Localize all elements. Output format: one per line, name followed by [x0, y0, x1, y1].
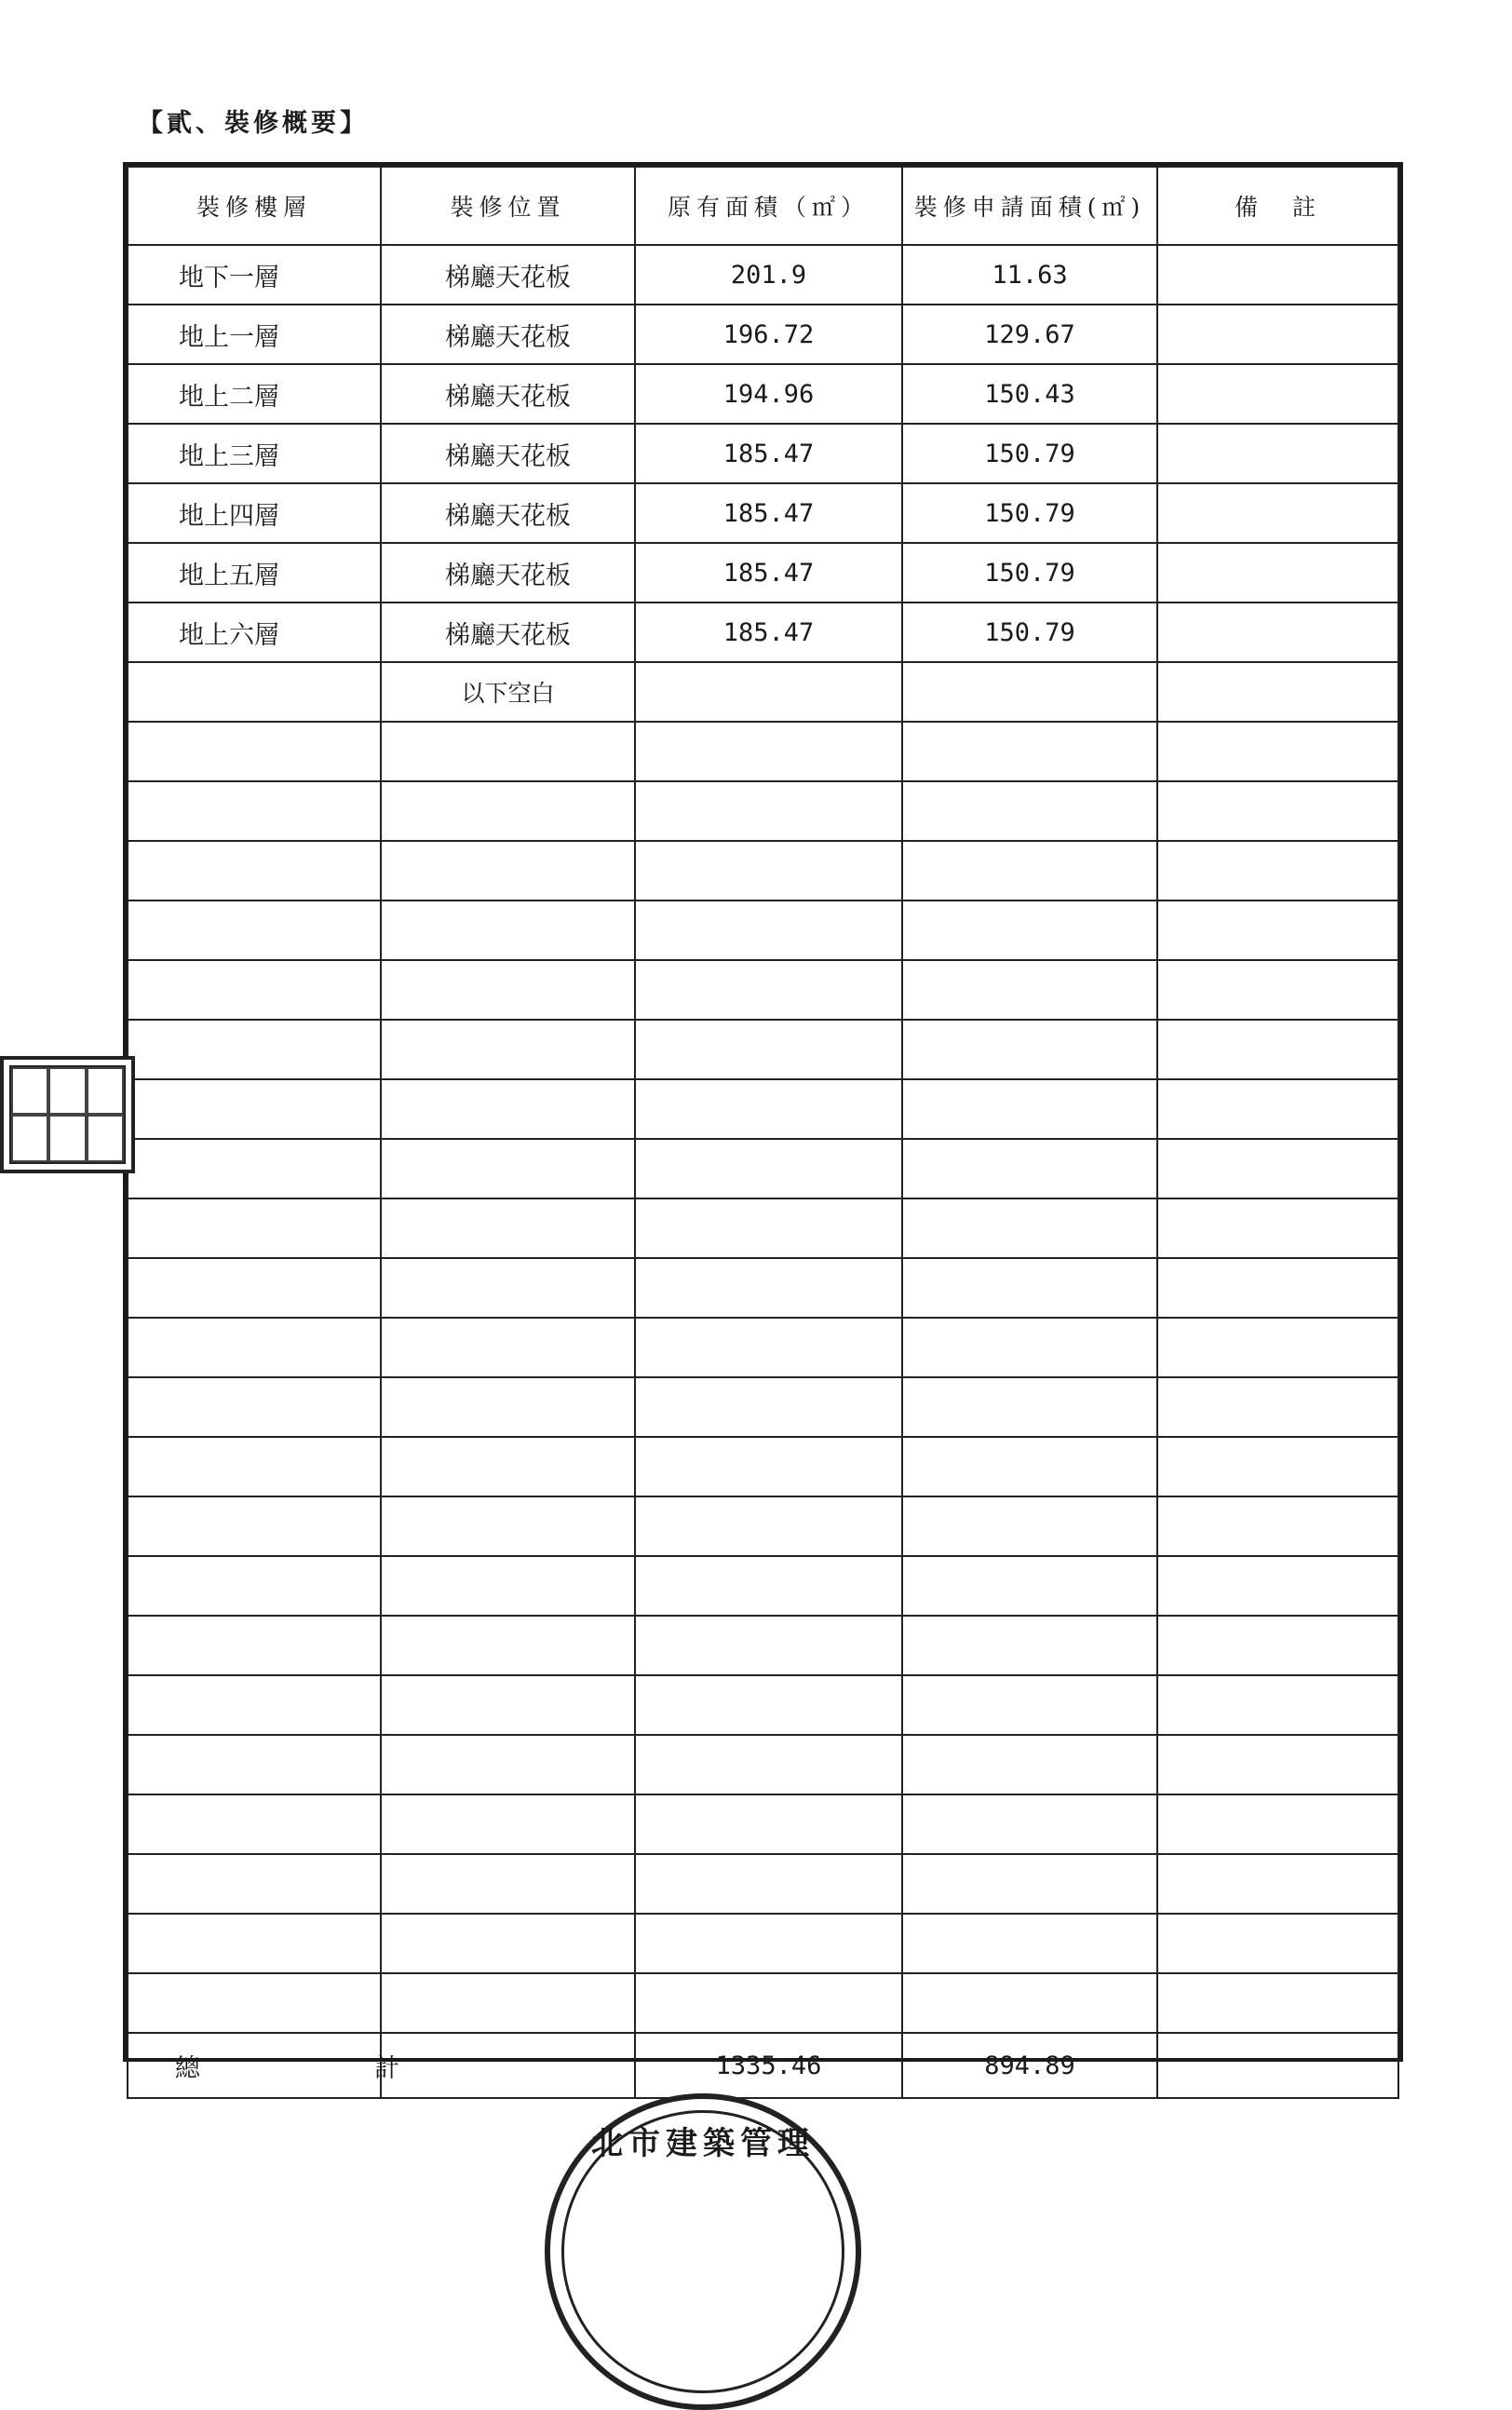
empty-cell: [381, 841, 635, 900]
table-row-empty: [128, 1973, 1398, 2033]
empty-cell: [902, 1556, 1157, 1616]
position-cell: 梯廳天花板: [381, 483, 635, 543]
blank-below-note: 以下空白: [381, 662, 635, 722]
empty-cell: [128, 1496, 381, 1556]
empty-cell: [635, 1854, 902, 1914]
empty-cell: [381, 1794, 635, 1854]
original-area-cell: 196.72: [635, 305, 902, 364]
original-area-cell: 185.47: [635, 424, 902, 483]
empty-cell: [1157, 1616, 1398, 1675]
empty-cell: [128, 1079, 381, 1139]
empty-cell: [635, 1556, 902, 1616]
empty-cell: [381, 1496, 635, 1556]
empty-cell: [128, 1318, 381, 1377]
empty-cell: [1157, 1735, 1398, 1794]
applied-area-cell: 129.67: [902, 305, 1157, 364]
table-row: [128, 543, 1398, 602]
empty-cell: [635, 722, 902, 781]
table-row-empty: [128, 1318, 1398, 1377]
empty-cell: [902, 722, 1157, 781]
empty-cell: [128, 1973, 381, 2033]
table-row-empty: [128, 841, 1398, 900]
empty-cell: [1157, 960, 1398, 1020]
empty-cell: [381, 1616, 635, 1675]
empty-cell: [1157, 1973, 1398, 2033]
total-label: 總 計: [128, 2033, 381, 2098]
empty-cell: [1157, 1079, 1398, 1139]
empty-cell: [128, 1020, 381, 1079]
empty-cell: [635, 1020, 902, 1079]
empty-cell: [1157, 1675, 1398, 1735]
table-total-row: [128, 2033, 1398, 2098]
empty-cell: [381, 1556, 635, 1616]
empty-cell: [1157, 1794, 1398, 1854]
floor-cell: 地上三層: [128, 424, 381, 483]
empty-cell: [381, 960, 635, 1020]
original-area-cell: 185.47: [635, 483, 902, 543]
empty-cell: [1157, 1914, 1398, 1973]
note-cell: [1157, 245, 1398, 305]
table-row: [128, 424, 1398, 483]
applied-area-cell: 150.79: [902, 483, 1157, 543]
empty-cell: [381, 1079, 635, 1139]
round-official-seal: [545, 2093, 861, 2410]
empty-cell: [635, 1139, 902, 1198]
empty-cell: [635, 1794, 902, 1854]
empty-cell: [635, 1079, 902, 1139]
table-row-empty: [128, 1675, 1398, 1735]
table-row-empty: [128, 1437, 1398, 1496]
table-row-empty: [128, 1020, 1398, 1079]
note-cell: [1157, 543, 1398, 602]
empty-cell: [902, 1914, 1157, 1973]
original-area-cell: 185.47: [635, 602, 902, 662]
position-cell: 梯廳天花板: [381, 602, 635, 662]
table-row-empty: [128, 1377, 1398, 1437]
empty-cell: [381, 1914, 635, 1973]
note-cell: [1157, 483, 1398, 543]
table-row-empty: [128, 1735, 1398, 1794]
empty-cell: [1157, 1556, 1398, 1616]
empty-cell: [902, 1079, 1157, 1139]
section-title: 【貳、裝修概要】: [138, 109, 369, 138]
empty-cell: [1157, 1258, 1398, 1318]
empty-cell: [381, 1198, 635, 1258]
original-area-cell: 185.47: [635, 543, 902, 602]
seal-text: 北市建築管理: [591, 2125, 815, 2162]
table-row-empty: [128, 1139, 1398, 1198]
empty-cell: [381, 1854, 635, 1914]
empty-cell: [902, 1377, 1157, 1437]
empty-cell: [1157, 1437, 1398, 1496]
empty-cell: [902, 1496, 1157, 1556]
empty-cell: [128, 1675, 381, 1735]
note-cell: [1157, 364, 1398, 424]
empty-cell: [902, 662, 1157, 722]
empty-cell: [902, 1258, 1157, 1318]
empty-cell: [902, 1616, 1157, 1675]
table-row-empty: [128, 1794, 1398, 1854]
empty-cell: [635, 1258, 902, 1318]
empty-cell: [1157, 1496, 1398, 1556]
table-row: [128, 602, 1398, 662]
empty-cell: [128, 1139, 381, 1198]
empty-cell: [381, 1675, 635, 1735]
empty-cell: [635, 1198, 902, 1258]
empty-cell: [1157, 722, 1398, 781]
empty-cell: [635, 960, 902, 1020]
original-area-cell: 201.9: [635, 245, 902, 305]
empty-cell: [1157, 1377, 1398, 1437]
empty-cell: [902, 960, 1157, 1020]
empty-cell: [381, 1020, 635, 1079]
note-cell: [1157, 305, 1398, 364]
table-row: [128, 483, 1398, 543]
table-header-row: [128, 167, 1398, 245]
applied-area-cell: 11.63: [902, 245, 1157, 305]
total-applied-area: 894.89: [902, 2033, 1157, 2098]
applied-area-cell: 150.79: [902, 602, 1157, 662]
header-position: 裝修位置: [381, 167, 635, 245]
note-cell: [1157, 602, 1398, 662]
position-cell: 梯廳天花板: [381, 424, 635, 483]
header-applied-area: 裝修申請面積(㎡): [902, 167, 1157, 245]
empty-cell: [902, 1437, 1157, 1496]
position-cell: 梯廳天花板: [381, 543, 635, 602]
empty-cell: [1157, 781, 1398, 841]
empty-cell: [635, 1437, 902, 1496]
empty-cell: [635, 1973, 902, 2033]
empty-cell: [635, 1675, 902, 1735]
renovation-summary-table: [123, 162, 1403, 2083]
table-row-empty: [128, 781, 1398, 841]
total-original-area: 1335.46: [635, 2033, 902, 2098]
header-original-area: 原有面積（㎡）: [635, 167, 902, 245]
empty-cell: [635, 1616, 902, 1675]
table-row-empty: [128, 1496, 1398, 1556]
floor-cell: 地上五層: [128, 543, 381, 602]
original-area-cell: 194.96: [635, 364, 902, 424]
position-cell: 梯廳天花板: [381, 305, 635, 364]
empty-cell: [128, 1258, 381, 1318]
empty-cell: [635, 841, 902, 900]
empty-cell: [381, 900, 635, 960]
empty-cell: [1157, 1020, 1398, 1079]
table-row-empty: [128, 722, 1398, 781]
empty-cell: [1157, 1139, 1398, 1198]
empty-cell: [128, 722, 381, 781]
empty-cell: [128, 1616, 381, 1675]
empty-cell: [128, 1377, 381, 1437]
empty-cell: [1157, 1854, 1398, 1914]
table-row-empty: [128, 960, 1398, 1020]
table-row-empty: [128, 900, 1398, 960]
empty-cell: [1157, 2033, 1398, 2098]
empty-cell: [128, 960, 381, 1020]
empty-cell: [902, 1735, 1157, 1794]
table-row-empty: [128, 1198, 1398, 1258]
table-row-empty: [128, 1616, 1398, 1675]
empty-cell: [128, 841, 381, 900]
empty-cell: [1157, 841, 1398, 900]
empty-cell: [902, 1973, 1157, 2033]
applied-area-cell: 150.79: [902, 424, 1157, 483]
empty-cell: [635, 662, 902, 722]
table-row: [128, 245, 1398, 305]
position-cell: 梯廳天花板: [381, 364, 635, 424]
empty-cell: [128, 1735, 381, 1794]
empty-cell: [381, 1139, 635, 1198]
note-cell: [1157, 424, 1398, 483]
empty-cell: [128, 781, 381, 841]
empty-cell: [381, 722, 635, 781]
empty-cell: [902, 1675, 1157, 1735]
empty-cell: [381, 1973, 635, 2033]
empty-cell: [902, 781, 1157, 841]
empty-cell: [902, 1020, 1157, 1079]
floor-cell: 地下一層: [128, 245, 381, 305]
empty-cell: [902, 841, 1157, 900]
applied-area-cell: 150.43: [902, 364, 1157, 424]
empty-cell: [128, 900, 381, 960]
empty-cell: [381, 781, 635, 841]
empty-cell: [381, 1377, 635, 1437]
empty-cell: [128, 1556, 381, 1616]
empty-cell: [635, 1735, 902, 1794]
empty-cell: [381, 1437, 635, 1496]
square-seal-stamp: [0, 1056, 135, 1173]
empty-cell: [635, 1318, 902, 1377]
table-row: [128, 305, 1398, 364]
header-note: 備 註: [1157, 167, 1398, 245]
empty-cell: [128, 1854, 381, 1914]
floor-cell: 地上一層: [128, 305, 381, 364]
empty-cell: [902, 1794, 1157, 1854]
table-row-empty: [128, 1079, 1398, 1139]
empty-cell: [1157, 662, 1398, 722]
applied-area-cell: 150.79: [902, 543, 1157, 602]
empty-cell: [902, 1139, 1157, 1198]
floor-cell: 地上四層: [128, 483, 381, 543]
table-row-empty: [128, 1914, 1398, 1973]
empty-cell: [128, 1437, 381, 1496]
empty-cell: [902, 1198, 1157, 1258]
empty-cell: [1157, 900, 1398, 960]
empty-cell: [381, 1735, 635, 1794]
empty-cell: [381, 1318, 635, 1377]
empty-cell: [381, 1258, 635, 1318]
empty-cell: [1157, 1198, 1398, 1258]
empty-cell: [128, 662, 381, 722]
table-row-blank-note: [128, 662, 1398, 722]
empty-cell: [902, 1318, 1157, 1377]
position-cell: 梯廳天花板: [381, 245, 635, 305]
table-row-empty: [128, 1258, 1398, 1318]
header-floor: 裝修樓層: [128, 167, 381, 245]
empty-cell: [902, 1854, 1157, 1914]
floor-cell: 地上二層: [128, 364, 381, 424]
empty-cell: [635, 1377, 902, 1437]
empty-cell: [128, 1198, 381, 1258]
table-row-empty: [128, 1854, 1398, 1914]
table-row-empty: [128, 1556, 1398, 1616]
empty-cell: [635, 781, 902, 841]
empty-cell: [635, 900, 902, 960]
empty-cell: [128, 1794, 381, 1854]
empty-cell: [1157, 1318, 1398, 1377]
empty-cell: [902, 900, 1157, 960]
table-row: [128, 364, 1398, 424]
floor-cell: 地上六層: [128, 602, 381, 662]
empty-cell: [635, 1914, 902, 1973]
empty-cell: [635, 1496, 902, 1556]
empty-cell: [128, 1914, 381, 1973]
